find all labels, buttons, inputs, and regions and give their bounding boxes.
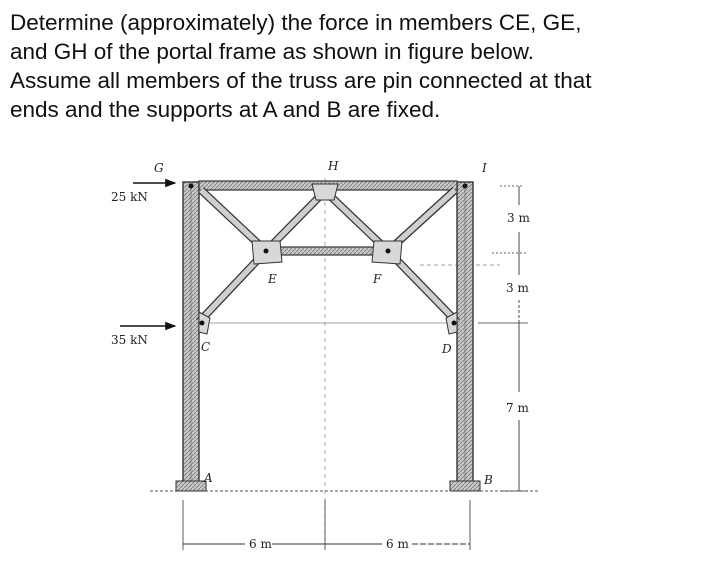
dim-label-h1: 6 m [249, 537, 272, 551]
dim-label-v3: 7 m [506, 401, 529, 415]
pin-D [452, 321, 457, 326]
joint-label-C: C [201, 340, 211, 354]
joint-label-A: A [204, 471, 213, 485]
problem-line-4: ends and the supports at A and B are fixed. [10, 97, 441, 122]
joint-label-D: D [442, 342, 452, 356]
joint-label-G: G [154, 161, 164, 175]
joint-label-I: I [482, 161, 487, 175]
joint-label-H: H [328, 159, 339, 173]
pin-F [386, 249, 391, 254]
support-B [450, 481, 480, 491]
dim-label-v1: 3 m [507, 211, 530, 225]
pin-G [189, 184, 194, 189]
problem-line-3: Assume all members of the truss are pin connected at that [10, 68, 592, 93]
load-label-middle: 35 kN [111, 333, 148, 347]
joint-label-F: F [373, 272, 382, 286]
support-A [176, 481, 206, 491]
problem-line-1: Determine (approximately) the force in members CE, GE, [10, 10, 582, 35]
joint-label-E: E [268, 272, 277, 286]
problem-line-2: and GH of the portal frame as shown in figure below. [10, 39, 535, 64]
dim-label-h2: 6 m [386, 537, 409, 551]
joint-label-B: B [484, 473, 493, 487]
load-label-top: 25 kN [111, 190, 148, 204]
pin-C [200, 321, 205, 326]
dim-label-v2: 3 m [506, 281, 529, 295]
pin-E [264, 249, 269, 254]
pin-I [463, 184, 468, 189]
gusset-H [312, 184, 338, 200]
